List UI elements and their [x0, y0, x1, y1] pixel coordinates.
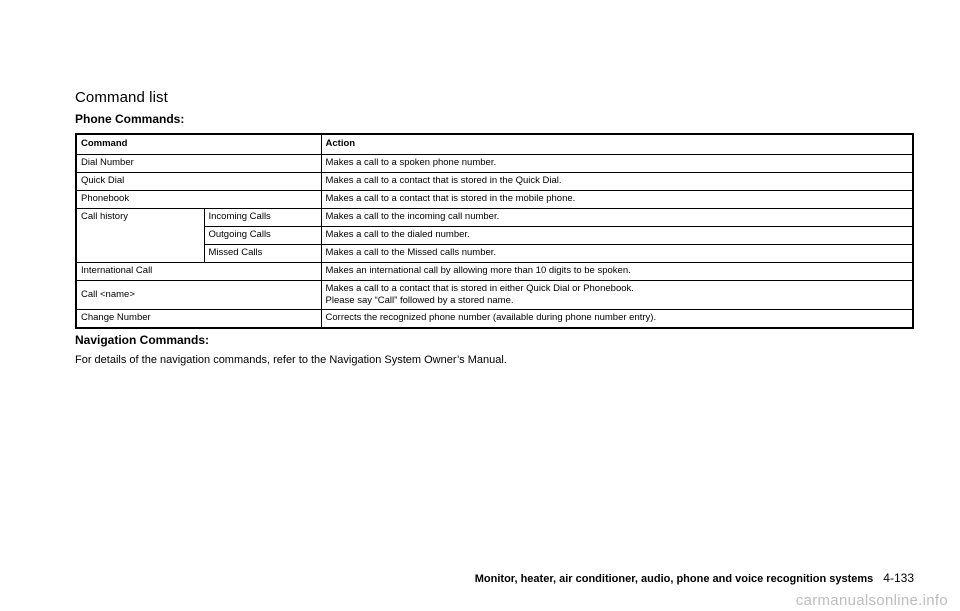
table-row [76, 209, 913, 227]
action-cell [321, 281, 913, 310]
action-cell: Makes an international call by allowing more than 10 digits to be spoken. [321, 263, 913, 281]
navigation-note: For details of the navigation commands, refer to the Navigation System Owner’s Manual. [75, 354, 507, 366]
page-number: 4-133 [883, 571, 914, 585]
action-cell: Corrects the recognized phone number (available during phone number entry). [321, 310, 913, 329]
command-cell: Change Number [76, 310, 321, 329]
chapter-title: Monitor, heater, air conditioner, audio, phone and voice recognition systems [474, 573, 874, 585]
navigation-commands-heading: Navigation Commands: [75, 333, 210, 347]
command-cell: Dial Number [76, 155, 321, 173]
action-cell: Makes a call to a contact that is stored in the mobile phone. [321, 191, 913, 209]
command-cell: Quick Dial [76, 173, 321, 191]
command-cell: International Call [76, 263, 321, 281]
action-line: Makes a call to a contact that is stored in either Quick Dial or Phonebook. [325, 283, 634, 294]
table-row [76, 310, 913, 329]
table-row [76, 173, 913, 191]
table-row [76, 281, 913, 310]
action-cell: Makes a call to a spoken phone number. [321, 155, 913, 173]
action-cell: Makes a call to the Missed calls number. [321, 245, 913, 263]
phone-commands-heading: Phone Commands: [75, 112, 185, 126]
table-row [76, 155, 913, 173]
action-cell: Makes a call to the incoming call number. [321, 209, 913, 227]
sub-command-cell: Outgoing Calls [204, 227, 321, 245]
header-action: Action [321, 134, 913, 155]
command-cell: Call history [76, 209, 204, 263]
header-command: Command [76, 134, 321, 155]
action-cell: Makes a call to the dialed number. [321, 227, 913, 245]
action-cell: Makes a call to a contact that is stored in the Quick Dial. [321, 173, 913, 191]
page-footer [475, 571, 914, 585]
table-row [76, 263, 913, 281]
action-line: Please say “Call” followed by a stored name. [325, 295, 514, 306]
sub-command-cell: Missed Calls [204, 245, 321, 263]
watermark: carmanualsonline.info [795, 592, 948, 609]
table-row [76, 191, 913, 209]
command-cell: Call <name> [76, 281, 321, 310]
section-title: Command list [75, 89, 168, 106]
phone-commands-table [75, 133, 914, 329]
sub-command-cell: Incoming Calls [204, 209, 321, 227]
table-header-row [76, 134, 913, 155]
command-cell: Phonebook [76, 191, 321, 209]
